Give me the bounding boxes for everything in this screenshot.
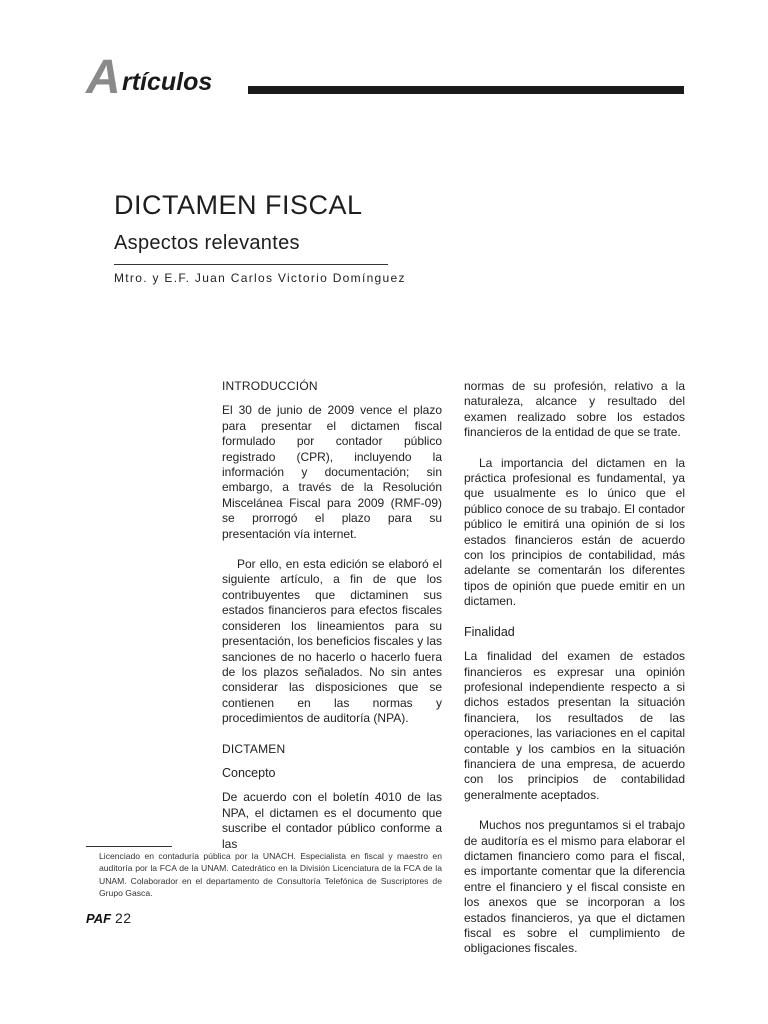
section-initial: A xyxy=(86,51,121,104)
concepto-paragraph: De acuerdo con el boletín 4010 de las NPA, el dictamen es el documento que suscribe el contador público conforme a las xyxy=(222,790,442,851)
intro-paragraph-1: El 30 de junio de 2009 vence el plazo para presentar el dictamen fiscal formulado por contador público registrado (CPR), incluyendo la información y documentación; sin embargo, a través de la Resolución Miscelánea Fiscal para 2009 (RMF-09) se prorrogó el plazo para su presentación vía internet. xyxy=(222,403,442,541)
dictamen-heading: DICTAMEN xyxy=(222,741,286,756)
finalidad-heading: Finalidad xyxy=(464,624,515,639)
right-paragraph-3: La finalidad del examen de estados financieros es expresar una opinión profesional independiente respecto a si dichos estados presentan la situación financiera, los resultados de las operaciones, las variaciones en el capital contable y los cambios en la situación financiera de una empresa, de acuerdo con los principios de contabilidad generalmente aceptados. xyxy=(464,649,685,802)
right-paragraph-2: La importancia del dictamen en la práctica profesional es fundamental, ya que usualmente es lo único que el público conoce de su trabajo. El contador público le emitirá una opinión de si los estados financieros están de acuerdo con los principios de contabilidad, más adelante se comentarán los diferentes tipos de opinión que puede emitir en un dictamen. xyxy=(464,455,685,609)
page-number: 22 xyxy=(115,910,132,926)
article-title: DICTAMEN FISCAL xyxy=(114,190,363,220)
intro-paragraph-2: Por ello, en esta edición se elaboró el siguiente artículo, a fin de que los contribuyentes que dictaminen sus estados financieros para efectos fiscales consideren los lineamientos para su presentación, los beneficios fiscales y las sanciones de no hacerlo o hacerlo fuera de los plazos señalados. No sin antes considerar las disposiciones que se contienen en las normas y procedimientos de auditoría (NPA). xyxy=(222,557,442,726)
publication-logo: PAF xyxy=(86,911,112,926)
right-column xyxy=(464,379,685,957)
title-divider xyxy=(114,264,388,265)
intro-heading: INTRODUCCIÓN xyxy=(222,379,318,393)
right-paragraph-4: Muchos nos preguntamos si el trabajo de auditoría es el mismo para elaborar el dictamen financiero como para el fiscal, es importante comentar que la diferencia entre el financiero y el fiscal consiste en los anexos que se incorporan a los estados financieros, ya que el dictamen fiscal es sobre el cumplimiento de obligaciones fiscales. xyxy=(464,818,685,956)
right-paragraph-1: normas de su profesión, relativo a la naturaleza, alcance y resultado del examen realizado sobre los estados financieros de la entidad de que se trate. xyxy=(464,379,685,440)
left-column xyxy=(222,379,442,852)
article-author: Mtro. y E.F. Juan Carlos Victorio Domínguez xyxy=(114,271,406,285)
concepto-heading: Concepto xyxy=(222,765,276,780)
footnote-divider xyxy=(86,846,172,847)
article-subtitle: Aspectos relevantes xyxy=(114,232,300,254)
header-bar xyxy=(248,86,684,94)
section-title: rtículos xyxy=(122,68,213,96)
author-footnote: Licenciado en contaduría pública por la UNACH. Especialista en fiscal y maestro en auditoría por la FCA de la UNAM. Catedrático en la División Licenciatura de la FCA de la UNAM. Colaborador en el departamento de Consultoría Telefónica de Suscriptores de Grupo Gasca. xyxy=(99,851,442,899)
